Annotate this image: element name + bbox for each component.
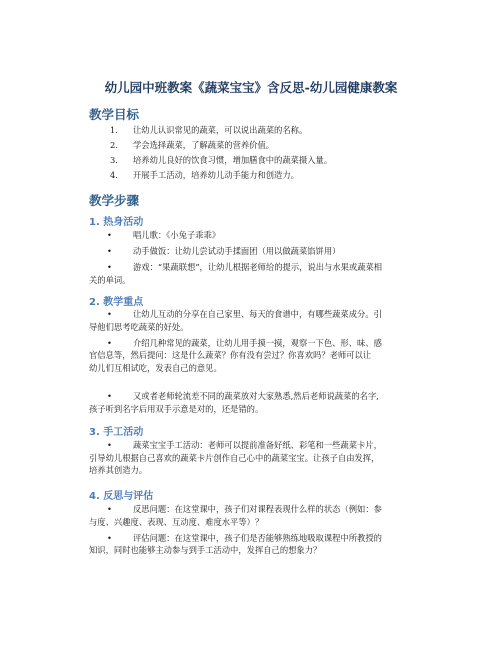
bullet-icon: • (107, 309, 112, 319)
list-item-continuation: 培养其创造力。 (89, 465, 148, 475)
goal-number: 4. (110, 170, 118, 180)
goal-text: 让幼儿认识常见的蔬菜，可以说出蔬菜的名称。 (133, 125, 308, 135)
bullet-icon: • (107, 504, 112, 514)
bullet-icon: • (107, 262, 112, 272)
list-item-continuation: 导他们思考吃蔬菜的好处。 (89, 321, 189, 332)
section-focus-list (89, 308, 401, 415)
list-item (89, 229, 401, 242)
bullet-icon: • (107, 391, 112, 401)
list-item-continuation: 引导幼儿根据自己喜欢的蔬菜卡片创作自己心中的蔬菜宝宝。让孩子自由发挥， (89, 452, 380, 463)
list-item-text: 又或者老师轮流差不同的蔬菜放对大家熟悉,然后老师说蔬菜的名字, (133, 391, 379, 401)
bullet-icon: • (107, 230, 112, 240)
list-item-text: 反思问题：在这堂课中，孩子们对课程表现什么样的状态（例如：参 (133, 504, 382, 514)
list-item-continuation: 关的单词。 (89, 274, 131, 285)
list-item-continuation: 孩子听到名字后用双手示意是对的，还是错的。 (89, 403, 264, 414)
list-item (89, 337, 401, 350)
list-item-continuation (89, 374, 401, 387)
section-title-reflection: 4. 反思与评估 (89, 491, 154, 502)
list-item-text: 动手做饭：让幼儿尝试动手揉面团（用以做蔬菜馅饼用） (133, 246, 341, 256)
goal-text: 开展手工活动，培养幼儿动手能力和创造力。 (133, 170, 299, 180)
section-title-warmup: 1. 热身活动 (89, 217, 144, 228)
list-item (89, 532, 401, 545)
list-item-continuation: 与度、兴趣度、表现、互动度、难度水平等）？ (89, 516, 264, 527)
goal-number: 2. (110, 140, 118, 150)
goal-number: 3. (110, 155, 118, 165)
bullet-icon: • (107, 440, 112, 450)
list-item-text: 游戏：“果蔬联想”，让幼儿根据老师给的提示，说出与水果或蔬菜相 (133, 262, 383, 272)
section-title-focus: 2. 教学重点 (89, 297, 144, 308)
list-item-continuation: 幼儿们互相试吃，发表自己的意见。 (89, 362, 222, 373)
goals-heading: 教学目标 (89, 107, 140, 122)
section-craft-list (89, 439, 401, 477)
list-item-text: 唱儿歌：《小兔子乖乖》 (133, 230, 221, 240)
goal-number: 1. (110, 125, 118, 135)
list-item (89, 261, 401, 274)
list-item (89, 308, 401, 321)
list-item (89, 503, 401, 516)
list-item-text: 评估问题：在这堂课中，孩子们是否能够熟练地吸取课程中所教授的 (133, 532, 382, 543)
section-title-craft: 3. 手工活动 (89, 427, 144, 438)
section-warmup-list (89, 229, 401, 286)
list-item-text: 蔬菜宝宝手工活动：老师可以提前准备好纸、彩笔和一些蔬菜卡片， (133, 440, 382, 450)
goal-text: 学会选择蔬菜，了解蔬菜的营养价值。 (133, 140, 275, 150)
bullet-icon: • (107, 246, 112, 256)
list-item-continuation: 知识，同时也能够主动参与到手工活动中，发挥自己的想象力？ (89, 545, 322, 555)
section-reflection-list (89, 503, 401, 557)
list-item-text: 让幼儿互动的分享在自己家里、每天的食谱中，有哪些蔬菜成分。引 (133, 309, 382, 319)
list-item (89, 390, 401, 403)
document-title: 幼儿园中班教案《蔬菜宝宝》含反思-幼儿园健康教案 (104, 80, 398, 95)
list-item-continuation: 官信息等，然后提问：这是什么蔬菜？你有没有尝过？你喜欢吗？老师可以让 (89, 350, 372, 360)
list-item (89, 439, 401, 452)
list-item (89, 245, 401, 258)
goal-text: 培养幼儿良好的饮食习惯，增加膳食中的蔬菜摄入量。 (133, 155, 333, 165)
bullet-icon: • (107, 532, 112, 543)
steps-heading: 教学步骤 (89, 193, 140, 208)
list-item-text: 介绍几种常见的蔬菜，让幼儿用手摸一摸，观察一下色、形、味、感 (133, 337, 382, 348)
bullet-icon: • (107, 337, 112, 348)
